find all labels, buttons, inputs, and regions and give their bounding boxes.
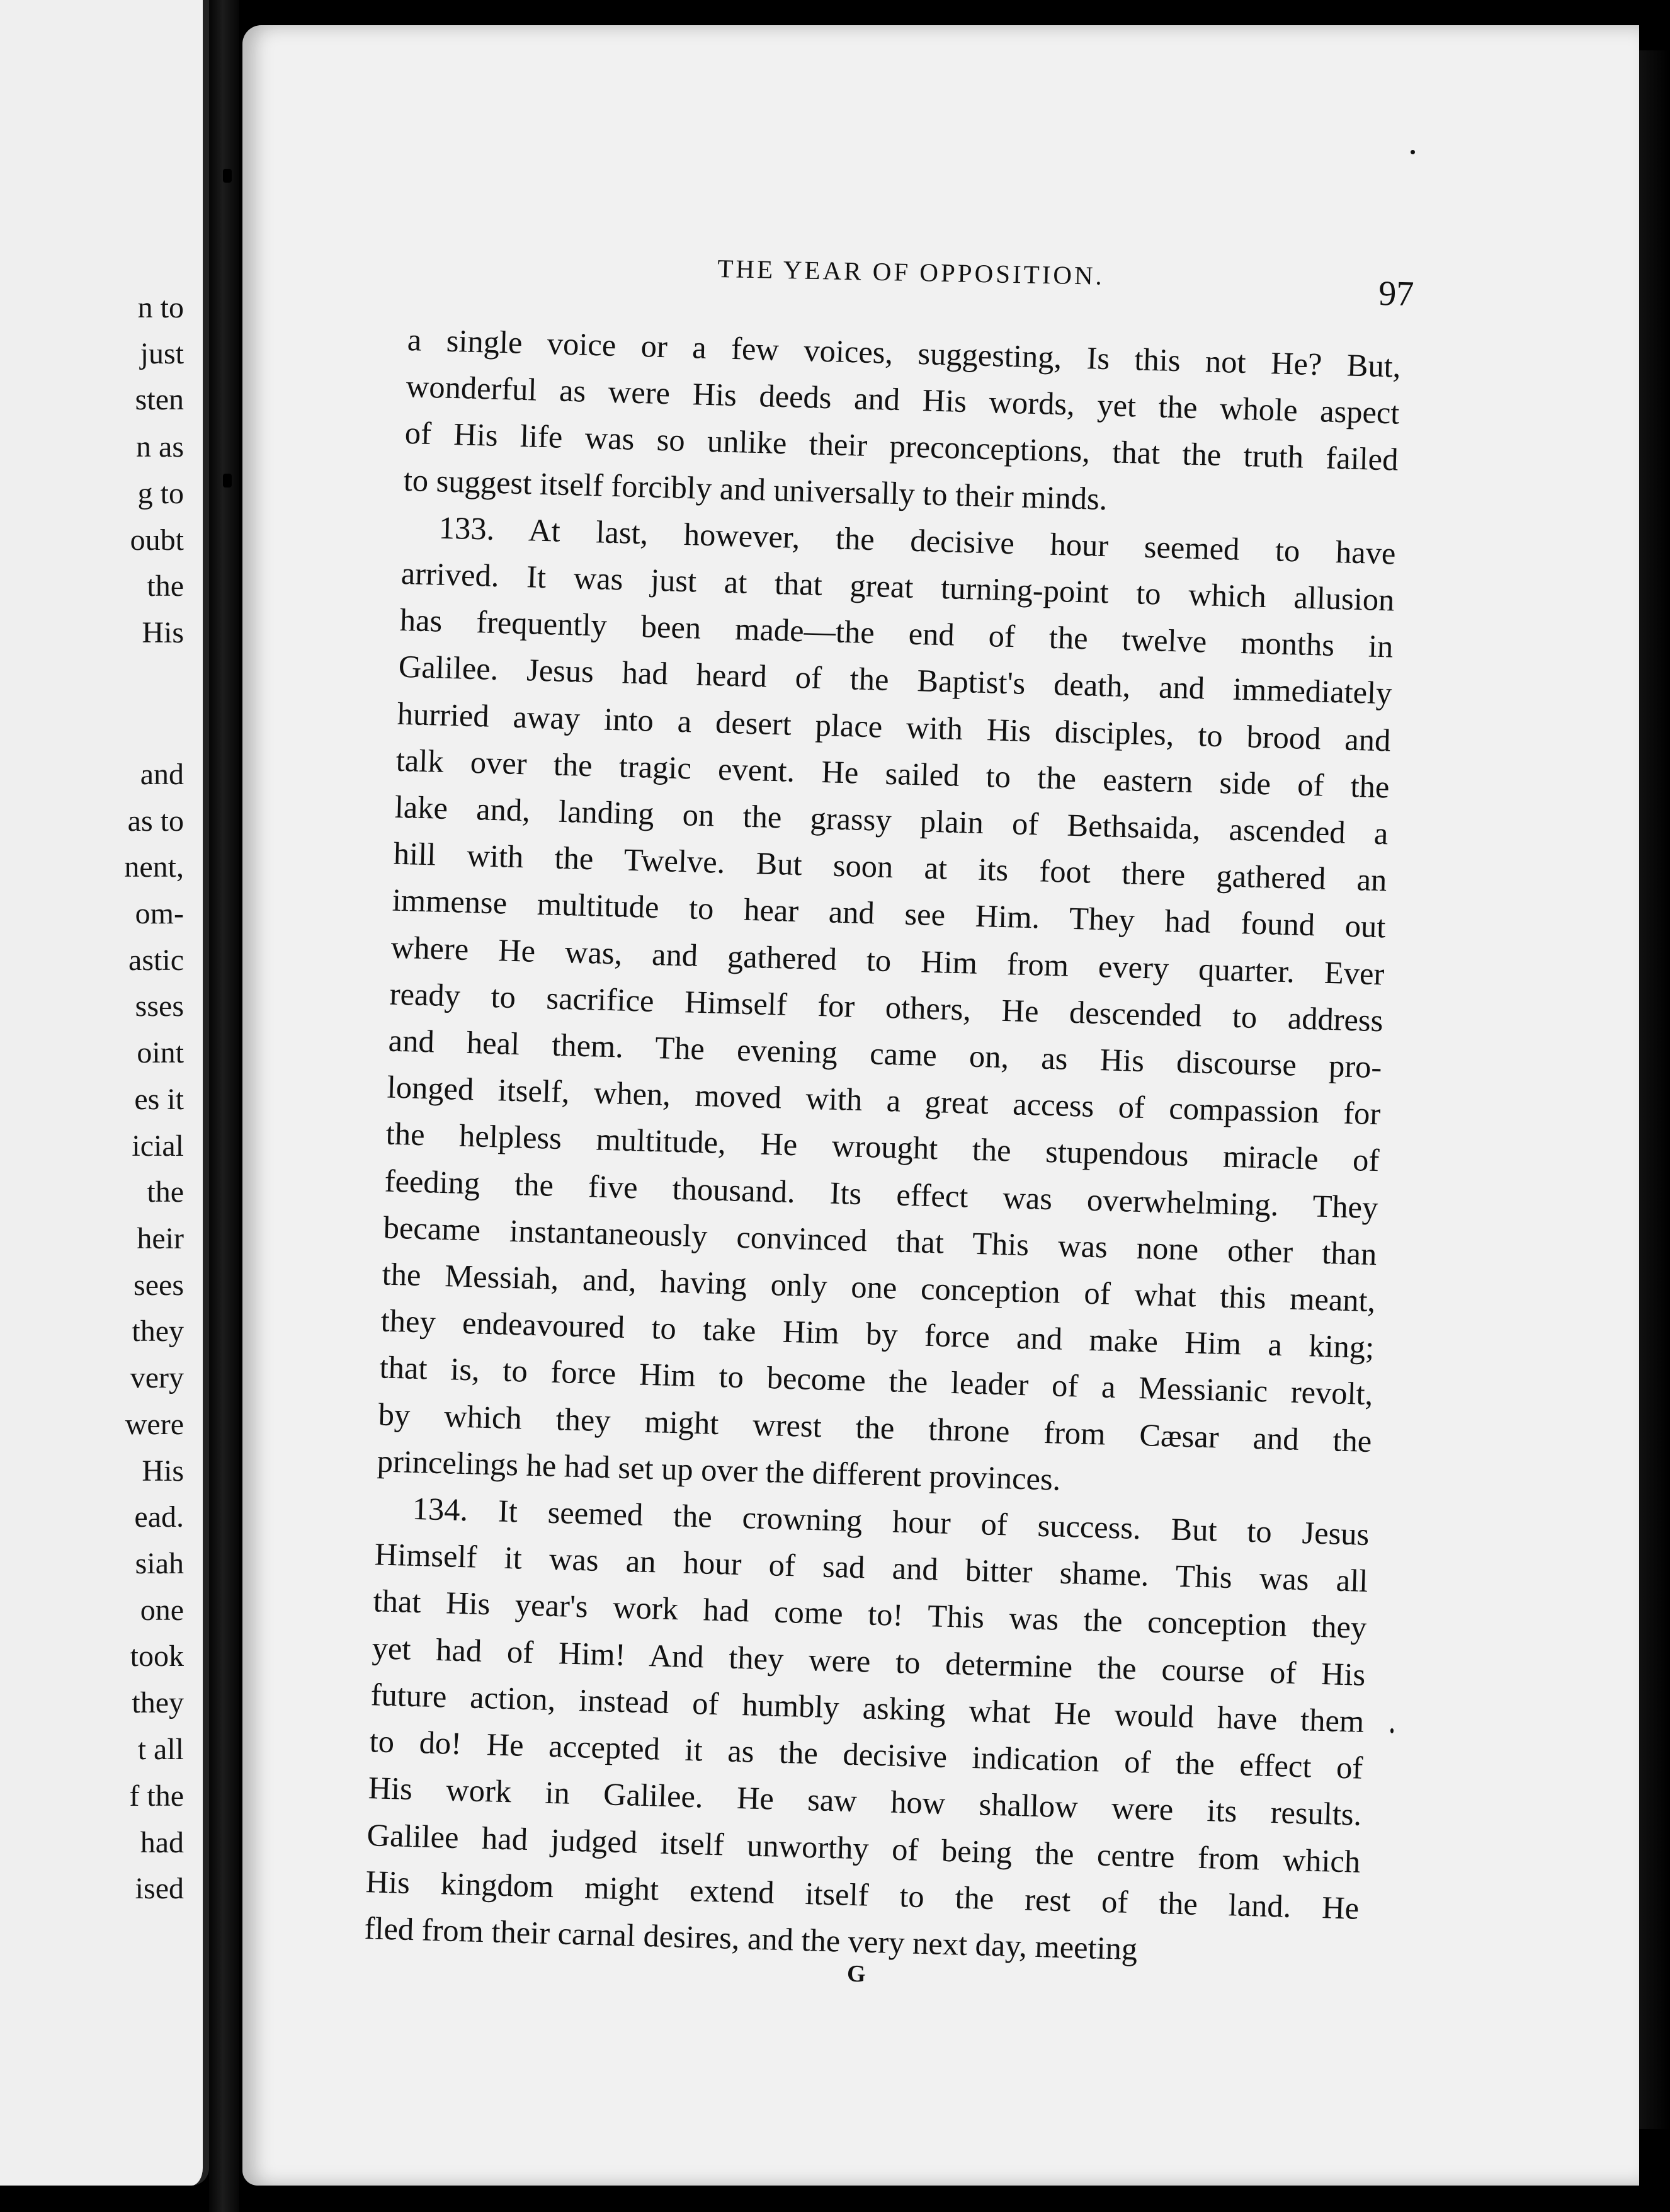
previous-page-line: sees [133, 1268, 184, 1302]
previous-page-line: sses [135, 989, 184, 1023]
text-line: to do! He accepted it as the decisive indication of the effect of [369, 1723, 1363, 1786]
previous-page-line: the [147, 1175, 184, 1209]
previous-page-line: His [142, 1454, 184, 1488]
binding-stitch [223, 169, 232, 183]
text-line: they endeavoured to take Him by force and make Him a king; [380, 1303, 1375, 1365]
previous-page-line: one [140, 1593, 184, 1627]
previous-page-line: siah [135, 1547, 184, 1580]
text-line: the Messiah, and, having only one conception of what this meant, [382, 1256, 1377, 1319]
paper-speck [1390, 1728, 1394, 1733]
previous-page-line: very [130, 1361, 184, 1394]
previous-page-line: ead. [134, 1500, 184, 1534]
text-line: future action, instead of humbly asking what He would have them [370, 1677, 1365, 1739]
binding-stitch [223, 474, 232, 487]
text-line: feeding the five thousand. Its effect was overwhelming. They [384, 1163, 1379, 1225]
previous-page-line: oint [137, 1036, 184, 1069]
text-line: the helpless multitude, He wrought the stupendous miracle of [385, 1115, 1380, 1178]
paper-speck [1411, 150, 1415, 154]
previous-page-line: the [147, 569, 184, 603]
text-line: has frequently been made—the end of the twelve months in [399, 602, 1394, 664]
text-line: Galilee. Jesus had heard of the Baptist's death, and immediately [398, 649, 1393, 711]
text-line: yet had of Him! And they were to determine the course of His [372, 1629, 1366, 1692]
text-line: princelings he had set up over the different provinces. [377, 1443, 1062, 1497]
text-line: fled from their carnal desires, and the very next day, meeting [363, 1910, 1138, 1967]
text-line: 133. At last, however, the decisive hour seemed to have [438, 510, 1397, 571]
text-line: His kingdom might extend itself to the rest of the land. He [365, 1863, 1360, 1926]
previous-page-line: g to [137, 477, 184, 510]
previous-page-line: had [140, 1826, 184, 1859]
text-line: wonderful as were His deeds and His words, yet the whole aspect [406, 368, 1400, 431]
body-text [364, 316, 1402, 1978]
text-line: became instantaneously convinced that This was none other than [383, 1209, 1378, 1272]
previous-page-line: were [125, 1408, 184, 1441]
text-line: longed itself, when, moved with a great access of compassion for [387, 1069, 1382, 1132]
previous-page-line: om- [135, 897, 184, 930]
previous-page-line: icial [132, 1129, 184, 1163]
previous-page-line: n as [136, 430, 184, 464]
text-line: talk over the tragic event. He sailed to the eastern side of the [395, 742, 1390, 805]
text-line: lake and, landing on the grassy plain of Bethsaida, ascended a [394, 789, 1389, 852]
previous-page-line: es it [134, 1083, 184, 1116]
text-line: that is, to force Him to become the leader of a Messianic revolt, [379, 1349, 1374, 1412]
text-line: ready to sacrifice Himself for others, He descended to address [389, 976, 1384, 1039]
text-line: and heal them. The evening came on, as His discourse pro- [388, 1022, 1383, 1085]
previous-page-line: they [132, 1686, 184, 1719]
previous-page-line: ised [135, 1872, 184, 1905]
text-line: His work in Galilee. He saw how shallow were its results. [368, 1770, 1362, 1833]
previous-page-line: oubt [130, 523, 184, 557]
previous-page-line: heir [137, 1222, 184, 1255]
previous-page [0, 0, 209, 2186]
text-line: where He was, and gathered to Him from every quarter. Ever [390, 929, 1385, 991]
previous-page-line: took [130, 1639, 184, 1673]
book-gutter [209, 0, 239, 2212]
text-line: of His life was so unlike their preconceptions, that the truth failed [404, 415, 1399, 478]
previous-page-line: t all [137, 1733, 184, 1766]
previous-page-line: and [140, 758, 184, 791]
text-line: immense multitude to hear and see Him. They had found out [392, 882, 1387, 945]
text-line: hurried away into a desert place with His disciples, to brood and [397, 695, 1392, 758]
previous-page-line: sten [135, 383, 184, 416]
text-line: hill with the Twelve. But soon at its foot there gathered an [393, 835, 1388, 898]
previous-page-line: His [142, 616, 184, 649]
signature-mark: G [846, 1960, 866, 1988]
text-line: arrived. It was just at that great turning-point to which allusion [400, 555, 1395, 618]
text-line: Galilee had judged itself unworthy of being the centre from which [366, 1816, 1361, 1879]
text-line: by which they might wrest the throne from Cæsar and the [378, 1396, 1373, 1459]
page-number: 97 [1378, 273, 1414, 314]
previous-page-line: just [140, 337, 184, 370]
page-edge [1639, 50, 1670, 2129]
text-line: 134. It seemed the crowning hour of success. But to Jesus [412, 1490, 1370, 1553]
previous-page-line: nent, [124, 850, 184, 884]
previous-page-line: f the [129, 1779, 184, 1813]
previous-page-line: astic [128, 944, 184, 977]
previous-page-line: as to [127, 804, 184, 838]
running-title: THE YEAR OF OPPOSITION. [717, 253, 1105, 290]
previous-page-line: n to [137, 291, 184, 324]
text-line: Himself it was an hour of sad and bitter shame. This was all [374, 1536, 1368, 1599]
previous-page-line: they [132, 1314, 184, 1348]
text-line: a single voice or a few voices, suggesting, Is this not He? But, [407, 321, 1402, 384]
text-line: that His year's work had come to! This was the conception they [373, 1583, 1367, 1646]
text-line: to suggest itself forcibly and universally to their minds. [403, 462, 1108, 516]
